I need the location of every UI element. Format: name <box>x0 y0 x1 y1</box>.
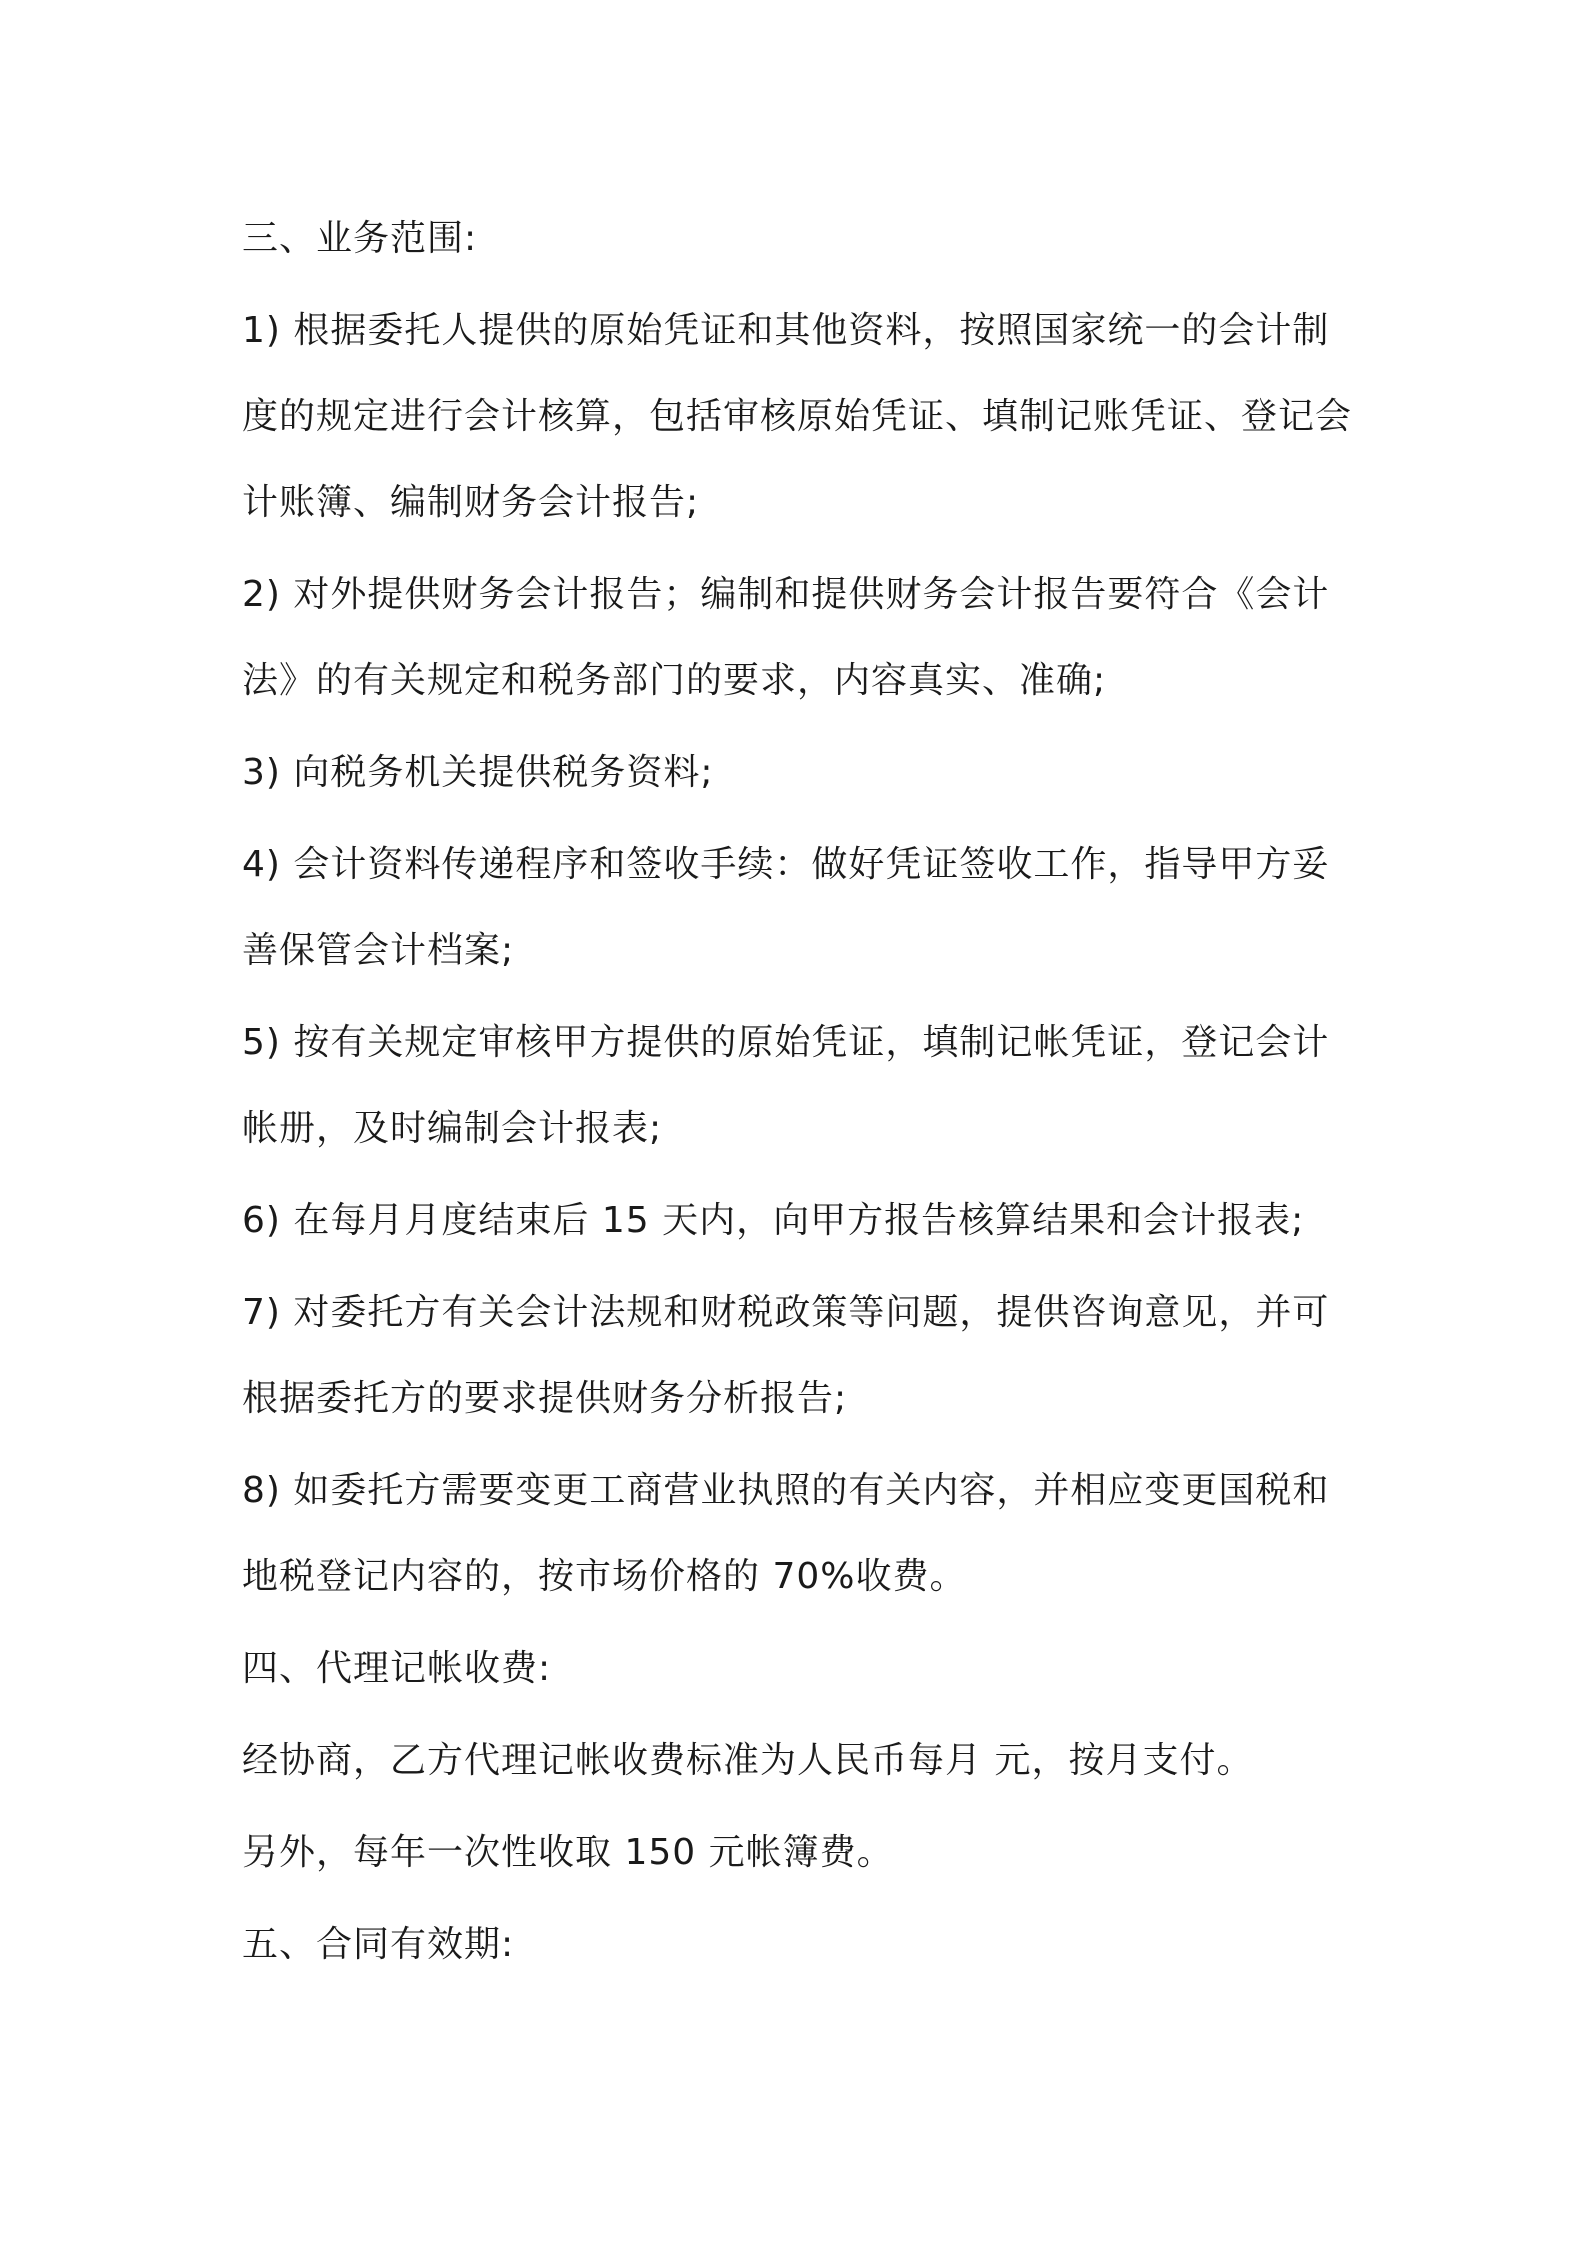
clause-2-line-1: 2) 对外提供财务会计报告；编制和提供财务会计报告要符合《会计 <box>242 574 1330 615</box>
section-heading-contract-term: 五、合同有效期: <box>242 1924 515 1965</box>
clause-8-line-2: 地税登记内容的，按市场价格的 70%收费。 <box>242 1556 967 1597</box>
clause-7-line-1: 7) 对委托方有关会计法规和财税政策等问题，提供咨询意见，并可 <box>242 1292 1330 1333</box>
clause-2-line-2: 法》的有关规定和税务部门的要求，内容真实、准确; <box>242 660 1107 701</box>
clause-4-line-2: 善保管会计档案; <box>242 930 515 971</box>
document-body <box>242 196 1362 1988</box>
fee-standard-paragraph: 经协商，乙方代理记帐收费标准为人民币每月 元，按月支付。 <box>242 1740 1254 1781</box>
clause-1-line-2: 度的规定进行会计核算，包括审核原始凭证、填制记账凭证、登记会 <box>242 396 1353 437</box>
clause-1-line-1: 1) 根据委托人提供的原始凭证和其他资料，按照国家统一的会计制 <box>242 310 1330 351</box>
clause-5-line-2: 帐册，及时编制会计报表; <box>242 1108 663 1149</box>
section-heading-fees: 四、代理记帐收费: <box>242 1648 552 1689</box>
clause-7-line-2: 根据委托方的要求提供财务分析报告; <box>242 1378 848 1419</box>
clause-3-line-1: 3) 向税务机关提供税务资料; <box>242 752 714 793</box>
section-heading-business-scope: 三、业务范围: <box>242 218 478 259</box>
clause-5-line-1: 5) 按有关规定审核甲方提供的原始凭证，填制记帐凭证，登记会计 <box>242 1022 1330 1063</box>
clause-1-line-3: 计账簿、编制财务会计报告; <box>242 482 700 523</box>
ledger-fee-paragraph: 另外，每年一次性收取 150 元帐簿费。 <box>242 1832 894 1873</box>
clause-4-line-1: 4) 会计资料传递程序和签收手续：做好凭证签收工作，指导甲方妥 <box>242 844 1330 885</box>
clause-6-line-1: 6) 在每月月度结束后 15 天内，向甲方报告核算结果和会计报表; <box>242 1200 1305 1241</box>
clause-8-line-1: 8) 如委托方需要变更工商营业执照的有关内容，并相应变更国税和 <box>242 1470 1330 1511</box>
